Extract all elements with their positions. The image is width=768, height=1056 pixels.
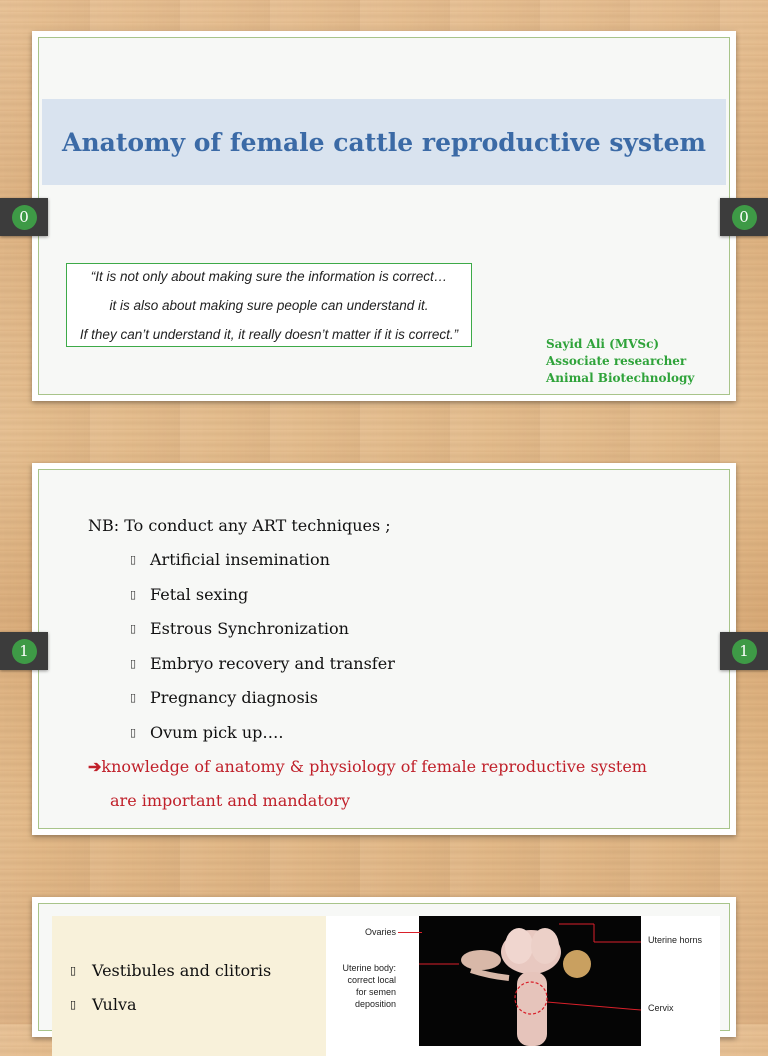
list-item-text: Embryo recovery and transfer [150, 653, 395, 673]
nb-label: NB [88, 516, 114, 535]
structure-list [52, 916, 326, 1022]
slide-content [88, 509, 647, 818]
author-name: Sayid Ali (MVSc) [546, 337, 660, 351]
label-cervix: Cervix [648, 1003, 674, 1013]
technique-list [88, 543, 647, 750]
label-line: correct local [347, 975, 396, 985]
quote-line: “It is not only about making sure the information is correct… [90, 268, 448, 284]
title-band [42, 99, 726, 185]
label-uterine-horns: Uterine horns [648, 935, 703, 945]
list-item-text: Artificial insemination [150, 550, 330, 569]
square-bullet-icon: ▯ [130, 691, 137, 704]
square-bullet-icon: ▯ [130, 587, 137, 601]
conclusion-line-2: are important and mandatory [110, 791, 351, 810]
intro-line [88, 509, 647, 543]
list-item-text: Estrous Synchronization [150, 619, 349, 638]
quote-box [66, 263, 472, 347]
slide-number-badge-right [720, 198, 768, 236]
author-dept: Animal Biotechnology [546, 371, 695, 385]
slide-number-badge-right [720, 632, 768, 670]
list-item [130, 543, 647, 578]
slide-number-badge-left [0, 198, 48, 236]
slide-2 [32, 897, 736, 1037]
square-bullet-icon: ▯ [130, 656, 137, 670]
square-bullet-icon: ▯ [70, 964, 77, 977]
slide-1 [32, 463, 736, 835]
list-item [70, 988, 326, 1022]
author-block [546, 336, 694, 387]
reproductive-tract-photo [419, 916, 641, 1046]
list-item [130, 578, 647, 613]
slide-number: 1 [732, 639, 757, 664]
quote-line: it is also about making sure people can understand it. [109, 297, 429, 313]
slide-number-badge-left [0, 632, 48, 670]
conclusion [88, 750, 647, 784]
conclusion [88, 784, 647, 818]
square-bullet-icon: ▯ [130, 725, 137, 739]
author-role: Associate researcher [546, 354, 687, 368]
list-item [130, 612, 647, 647]
list-item [70, 954, 326, 988]
ovaries-pointer [398, 932, 422, 933]
list-item [130, 647, 647, 682]
label-line: deposition [354, 999, 396, 1009]
reproductive-tract-illustration [419, 916, 641, 1046]
list-item-text: Ovum pick up…. [150, 722, 284, 742]
list-item [130, 681, 647, 716]
slide-title: Anatomy of female cattle reproductive system [62, 127, 706, 157]
label-uterine-body [326, 962, 396, 1010]
anatomy-figure [326, 916, 720, 1056]
intro-text: : To conduct any ART techniques ; [113, 516, 391, 535]
label-ovaries: Ovaries [364, 927, 396, 937]
label-line: Uterine body: [342, 963, 396, 973]
slide-number: 0 [732, 205, 757, 230]
list-item [130, 716, 647, 751]
square-bullet-icon: ▯ [130, 553, 137, 566]
right-arrow-icon: ➔ [88, 757, 102, 776]
label-line: for semen [355, 987, 396, 997]
slide-number: 0 [12, 205, 37, 230]
quote-line: If they can’t understand it, it really doesn’t matter if it is correct.” [79, 326, 459, 342]
slide-0 [32, 31, 736, 401]
structure-list-panel [52, 916, 326, 1056]
list-item-text: Fetal sexing [150, 584, 249, 604]
list-item-text: Vulva [92, 995, 137, 1014]
list-item-text: Pregnancy diagnosis [150, 688, 318, 707]
list-item-text: Vestibules and clitoris [92, 961, 272, 980]
conclusion-line-1: knowledge of anatomy & physiology of female reproductive system [101, 757, 647, 776]
square-bullet-icon: ▯ [130, 622, 137, 635]
square-bullet-icon: ▯ [70, 998, 77, 1011]
slide-number: 1 [12, 639, 37, 664]
